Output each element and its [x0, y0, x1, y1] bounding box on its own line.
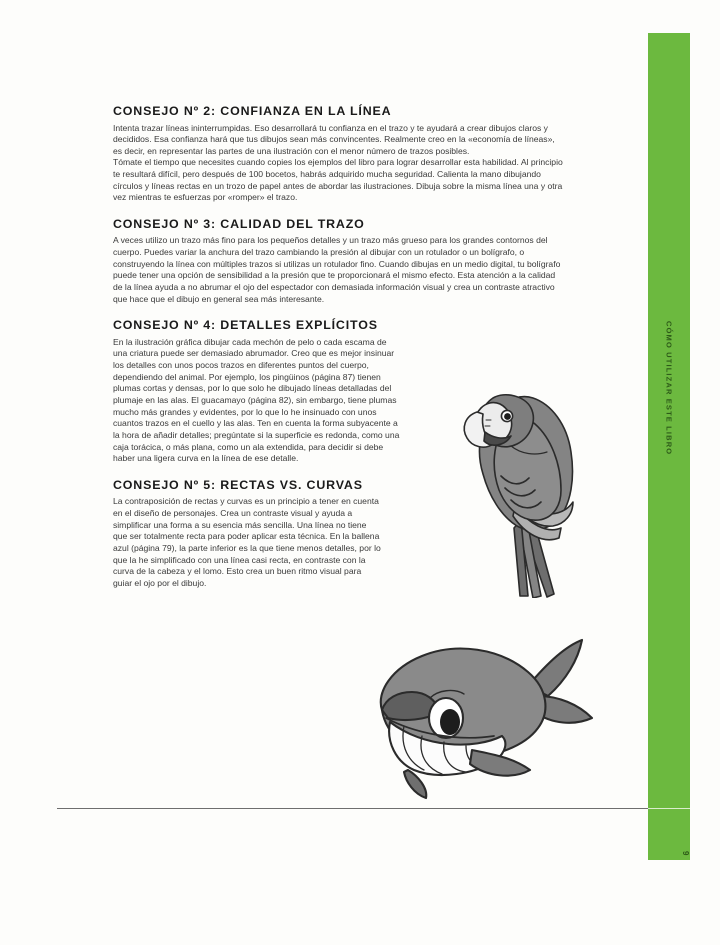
text-column — [113, 104, 565, 603]
side-tab-divider — [648, 808, 690, 809]
section-paragraph: Intenta trazar líneas ininterrumpidas. Eso desarrollará tu confianza en el trazo y te ayudará a crear dibujos claros y decididos. Esa confianza hará que tus dibujos sean más convincentes. Realmente creo en la «economía de líneas», es decir, en representar las partes de una ilustración con el menor número de trazos posibles. — [113, 122, 555, 156]
section-title: CONSEJO Nº 2: CONFIANZA EN LA LÍNEA — [113, 104, 392, 118]
section-consejo-5 — [113, 478, 381, 590]
section-paragraph: A veces utilizo un trazo más fino para los pequeños detalles y un trazo más grueso para los grandes contornos del cuerpo. Puedes variar la anchura del trazo cambiando la presión al dibujar con un rotulador o un bolígrafo, o construyendo la línea con múltiples trazos si utilizas un rotulador fino. Cuando dibujas en un medio digital, tu bolígrafo puede tener una opción de sensibilidad a la presión que te proporcionará el mismo efecto. Esta atención a la calidad de la línea ayuda a no abrumar el ojo del espectador con demasiada información visual y crea un contraste atractivo que hace que el dibujo en general sea más interesante. — [113, 235, 561, 304]
footer-rule — [57, 808, 648, 809]
chapter-tab-label: CÓMO UTILIZAR ESTE LIBRO — [664, 320, 674, 456]
section-consejo-3 — [113, 217, 565, 305]
section-consejo-2 — [113, 104, 565, 204]
section-title: CONSEJO Nº 4: DETALLES EXPLÍCITOS — [113, 318, 378, 333]
page-number: 9 — [681, 851, 690, 856]
section-paragraph: La contraposición de rectas y curvas es un principio a tener en cuenta en el diseño de personajes. Crea un contraste visual y ayuda a simplificar una forma a su esencia más sencilla. Una línea no tiene que ser totalmente recta para poder aplicar esta técnica. En la ballena azul (página 79), la parte inferior es la que tiene menos detalles, por lo que la he simplificado con una línea casi recta, en contraste con la curva de la cabeza y el lomo. Esto crea un buen ritmo visual para guiar el ojo por el dibujo. — [113, 496, 381, 588]
section-title: CONSEJO Nº 5: RECTAS VS. CURVAS — [113, 477, 363, 492]
section-paragraph: En la ilustración gráfica dibujar cada mechón de pelo o cada escama de una criatura puede ser demasiado abrumador. Creo que es mejor insinuar los detalles con unos pocos trazos en diferentes puntos del cuerpo, dependiendo del animal. Por ejemplo, los pingüinos (página 87) tienen plumas cortas y densas, por lo que solo he dibujado líneas detalladas del plumaje en las alas. El guacamayo (página 82), sin embargo, tiene plumas mucho más grandes y evidentes, por lo que lo he insinuado con unos cuantos trazos en el cuello y las alas. Ten en cuenta la forma subyacente a la hora de añadir detalles; pregúntate si la superficie es redonda, como una caja torácica, o más plana, como un ala extendida, para decidir si debe haber una ligera curva en la línea de ese detalle. — [113, 336, 400, 464]
section-paragraph-2: Tómate el tiempo que necesites cuando copies los ejemplos del libro para lograr desarrollar esta habilidad. Al principio te resultará difícil, pero después de 100 bocetos, habrás adquirido mucha seguridad. Calienta la mano dibujando círculos y líneas rectas en un trozo de papel antes de abordar las ilustraciones. Dibuja sobre la misma línea una y otra vez mientras te esfuerzas por «romper» el trazo. — [113, 157, 563, 203]
section-consejo-4 — [113, 318, 401, 465]
whale-illustration — [352, 600, 600, 800]
chapter-side-tab — [648, 33, 690, 860]
section-title: CONSEJO Nº 3: CALIDAD DEL TRAZO — [113, 216, 365, 231]
